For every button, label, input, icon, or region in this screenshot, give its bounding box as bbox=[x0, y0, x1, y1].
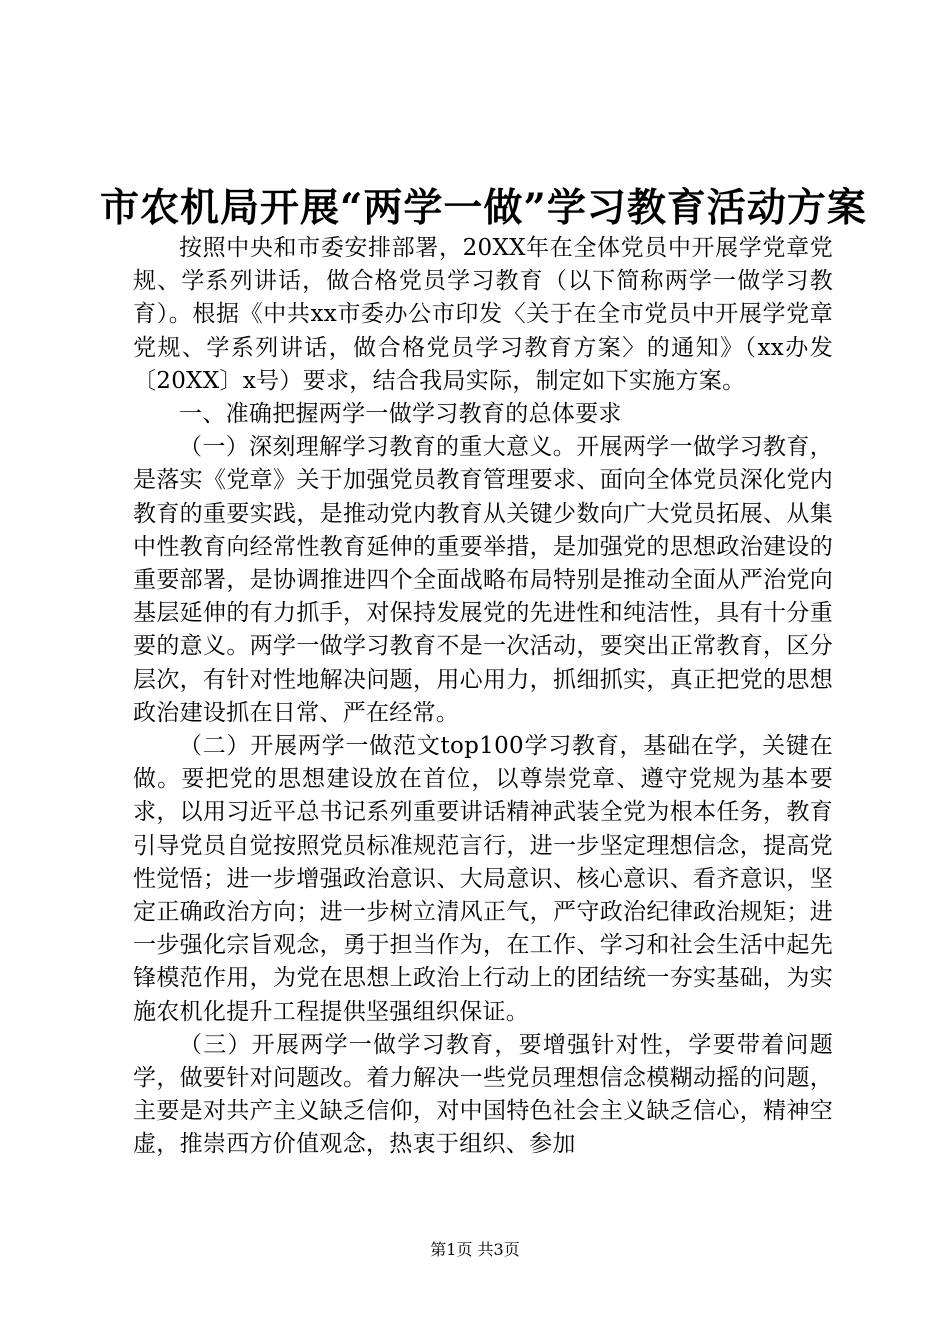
document-title: 市农机局开展“两学一做”学习教育活动方案 bbox=[100, 185, 867, 231]
document-body bbox=[133, 232, 833, 1162]
paragraph-item-1: （一）深刻理解学习教育的重大意义。开展两学一做学习教育，是落实《党章》关于加强党员教育管理要求、面向全体党员深化党内教育的重要实践，是推动党内教育从关键少数向广大党员拓展、从集中性教育向经常性教育延伸的重要举措，是加强党的思想政治建设的重要部署，是协调推进四个全面战略布局特别是推动全面从严治党向基层延伸的有力抓手，对保持发展党的先进性和纯洁性，具有十分重要的意义。两学一做学习教育不是一次活动，要突出正常教育，区分层次，有针对性地解决问题，用心用力，抓细抓实，真正把党的思想政治建设抓在日常、严在经常。 bbox=[133, 434, 833, 726]
paragraph-item-2: （二）开展两学一做范文top100学习教育，基础在学，关键在做。要把党的思想建设放在首位，以尊崇党章、遵守党规为基本要求，以用习近平总书记系列重要讲话精神武装全党为根本任务，教育引导党员自觉按照党员标准规范言行，进一步坚定理想信念，提高党性觉悟；进一步增强政治意识、大局意识、核心意识、看齐意识，坚定正确政治方向；进一步树立清风正气，严守政治纪律政治规矩；进一步强化宗旨观念，勇于担当作为，在工作、学习和社会生活中起先锋模范作用，为党在思想上政治上行动上的团结统一夯实基础，为实施农机化提升工程提供坚强组织保证。 bbox=[133, 733, 833, 1025]
page-number-footer: 第1页 共3页 bbox=[430, 1240, 520, 1259]
section-heading-1: 一、准确把握两学一做学习教育的总体要求 bbox=[179, 401, 622, 428]
paragraph-intro: 按照中央和市委安排部署，20XX年在全体党员中开展学党章党规、学系列讲话，做合格党员学习教育（以下简称两学一做学习教育）。根据《中共xx市委办公市印发〈关于在全市党员中开展学党章党规、学系列讲话，做合格党员学习教育方案〉的通知》（xx办发〔20XX〕x号）要求，结合我局实际，制定如下实施方案。 bbox=[133, 235, 833, 394]
paragraph-item-3: （三）开展两学一做学习教育，要增强针对性，学要带着问题学，做要针对问题改。着力解决一些党员理想信念模糊动摇的问题，主要是对共产主义缺乏信仰，对中国特色社会主义缺乏信心，精神空虚，推崇西方价值观念，热衷于组织、参加 bbox=[133, 1031, 833, 1158]
